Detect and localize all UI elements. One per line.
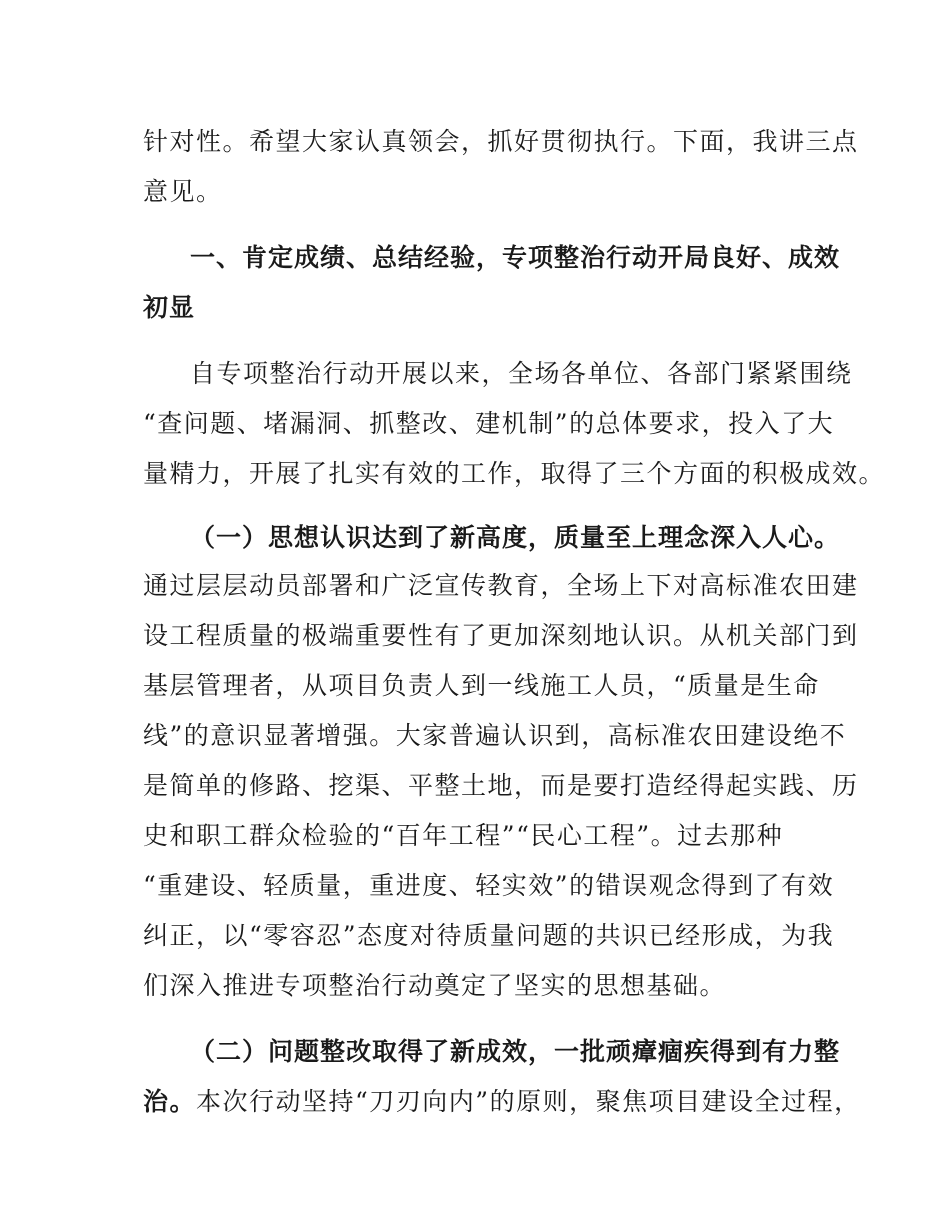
paragraph-line: “重建设、轻质量，重进度、轻实效”的错误观念得到了有效 [143,871,835,900]
paragraph-line: 设工程质量的极端重要性有了更加深刻地认识。从机关部门到 [143,621,859,650]
paragraph-line: 史和职工群众检验的“百年工程”“民心工程”。过去那种 [143,821,784,850]
paragraph-line: 是简单的修路、挖渠、平整土地，而是要打造经得起实践、历 [143,771,859,800]
subsection-2-title-tail: 治。 [143,1087,197,1116]
paragraph-line: 基层管理者，从项目负责人到一线施工人员，“质量是生命 [143,671,820,700]
subsection-2-line-2 [143,1086,861,1118]
paragraph-line: “查问题、堵漏洞、抓整改、建机制”的总体要求，投入了大 [143,409,835,438]
paragraph-line: 量精力，开展了扎实有效的工作，取得了三个方面的积极成效。 [143,459,886,488]
paragraph-line: 们深入推进专项整治行动奠定了坚实的思想基础。 [143,971,727,1000]
paragraph-line: 线”的意识显著增强。大家普遍认识到，高标准农田建设绝不 [143,721,847,750]
paragraph-line: 自专项整治行动开展以来，全场各单位、各部门紧紧围绕 [190,359,853,388]
subsection-2-text: 本次行动坚持“刀刃向内”的原则，聚焦项目建设全过程， [196,1087,861,1116]
paragraph-line: 纠正，以“零容忍”态度对待质量问题的共识已经形成，为我 [143,921,835,950]
paragraph-line: 通过层层动员部署和广泛宣传教育，全场上下对高标准农田建 [143,571,859,600]
section-heading-line-2: 初显 [143,293,196,322]
subsection-1-title: （一）思想认识达到了新高度，质量至上理念深入人心。 [190,523,841,552]
section-heading-line-1: 一、肯定成绩、总结经验，专项整治行动开局良好、成效 [190,243,841,272]
subsection-2-title-line-1: （二）问题整改取得了新成效，一批顽瘴痼疾得到有力整 [190,1037,841,1066]
intro-line-1: 针对性。希望大家认真领会，抓好贯彻执行。下面，我讲三点 [143,127,859,156]
intro-line-2: 意见。 [143,177,223,206]
